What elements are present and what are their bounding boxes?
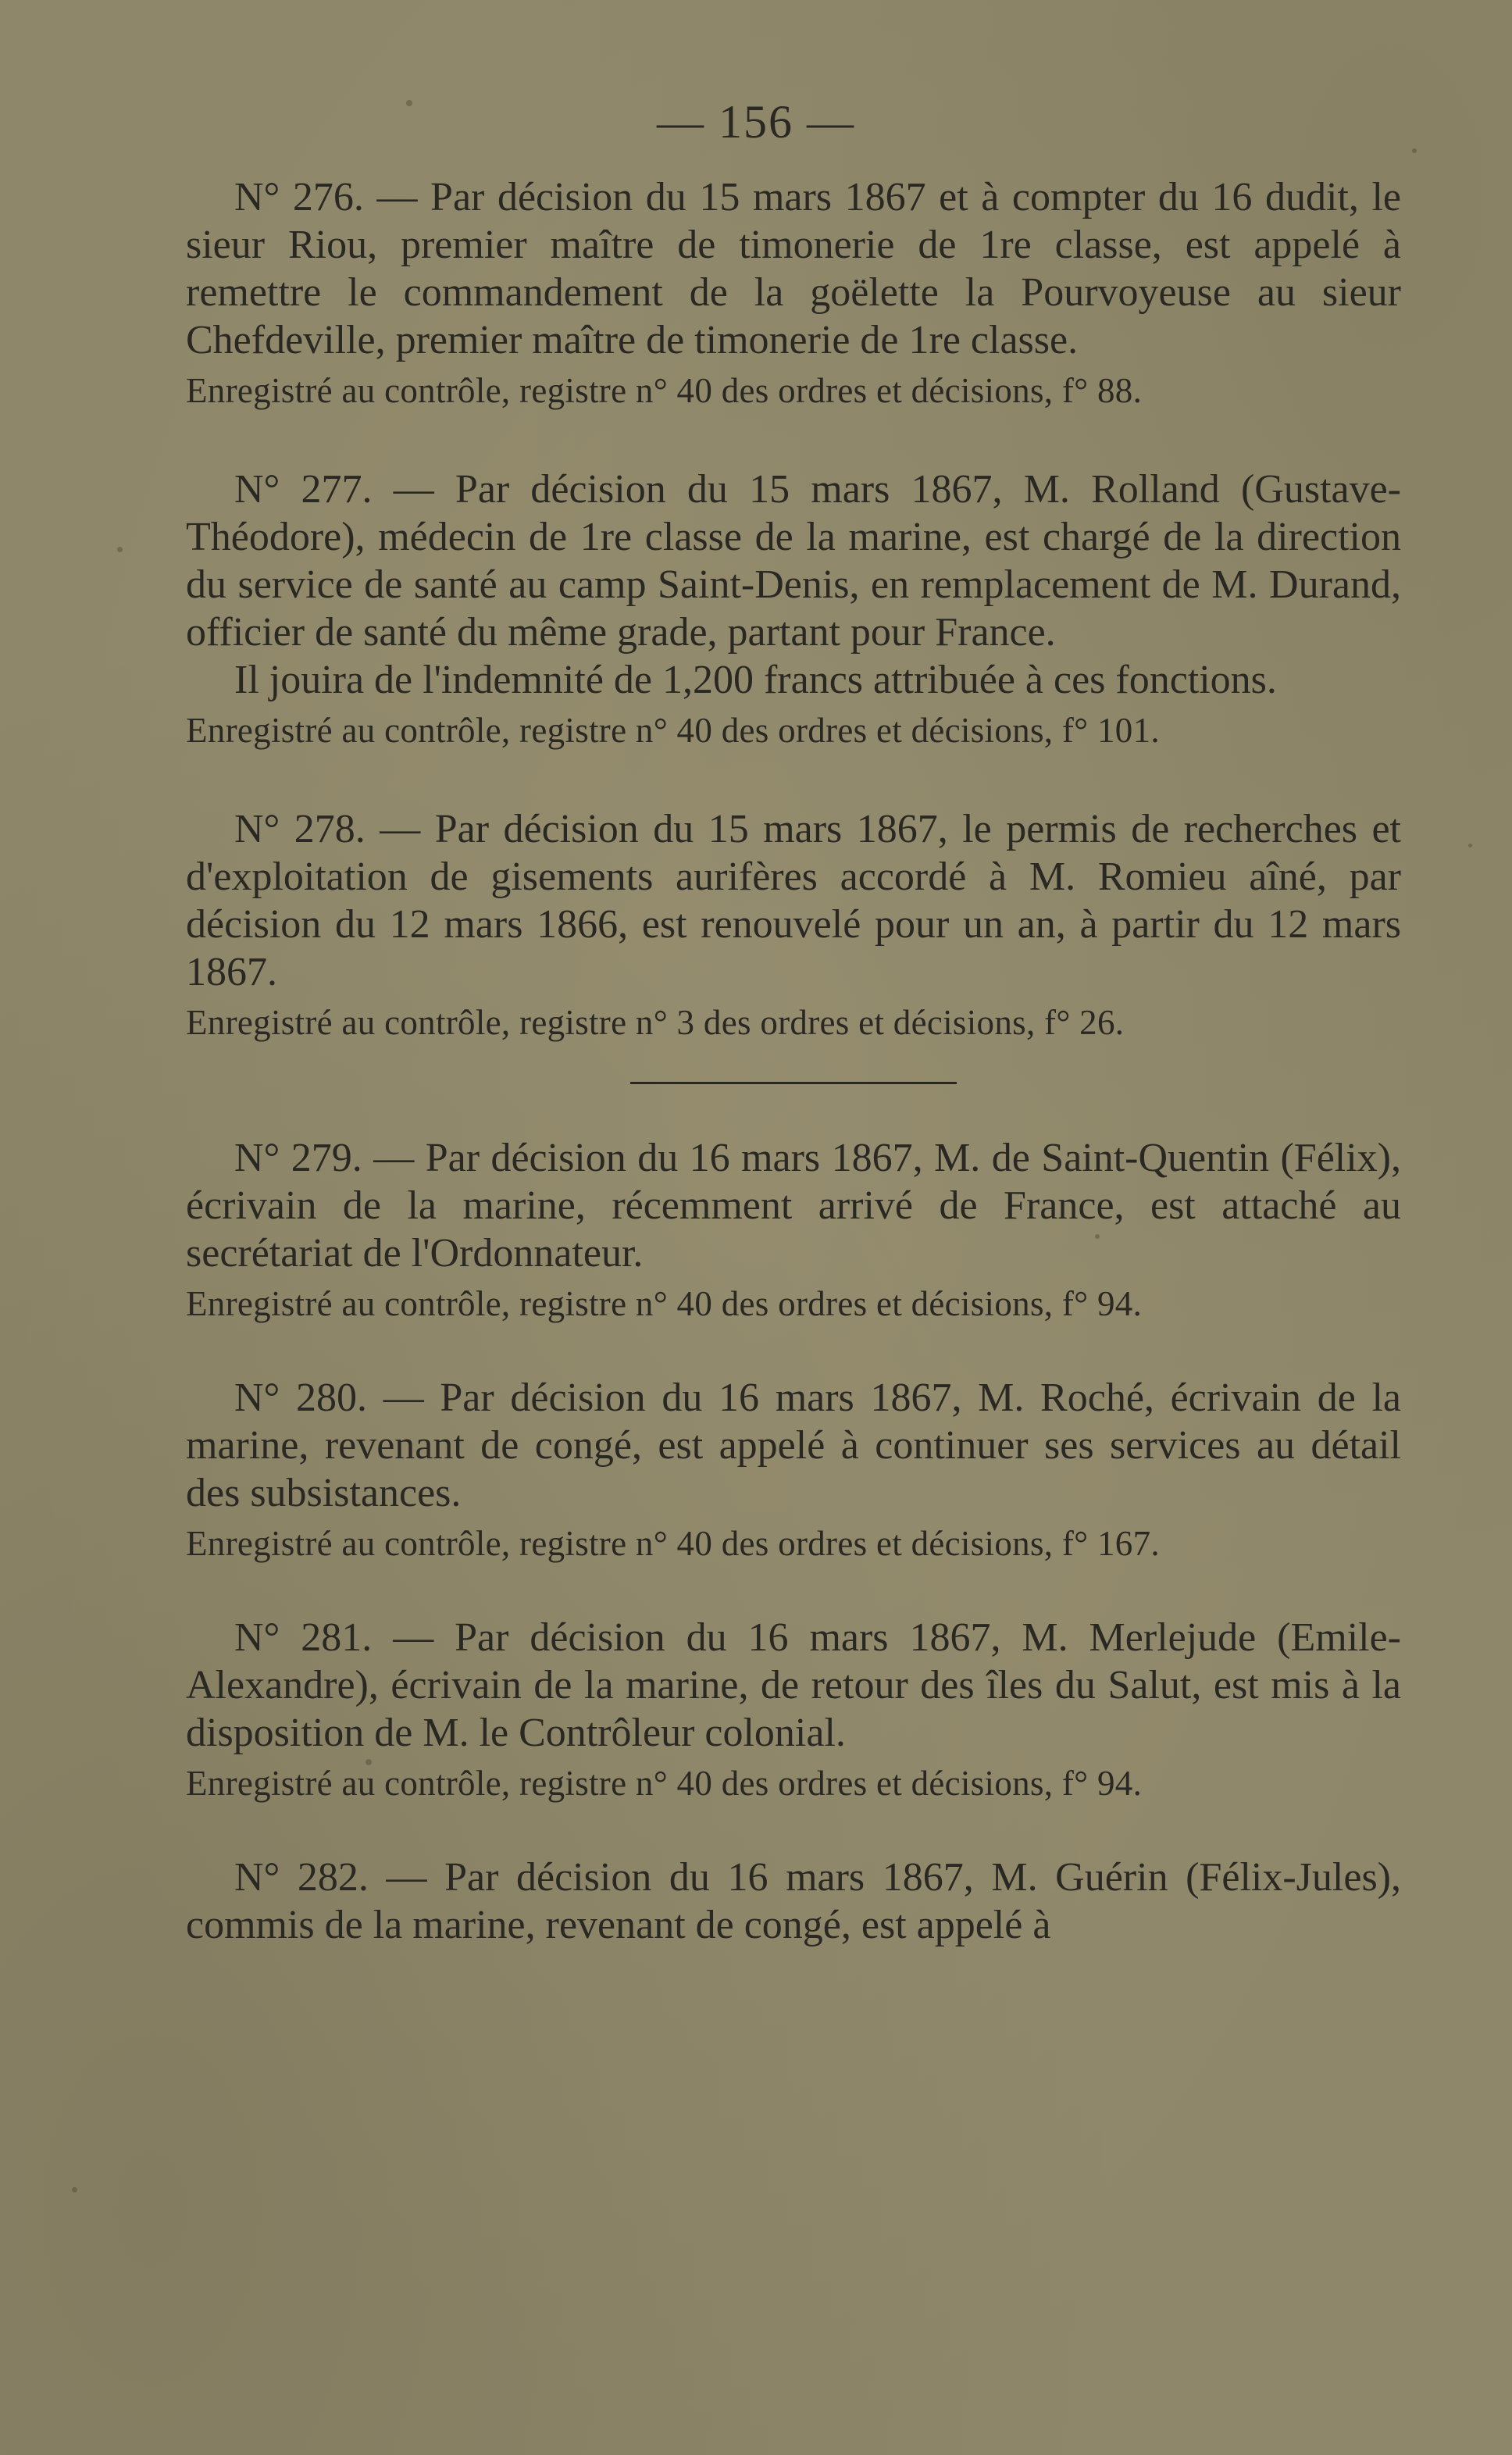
registration-note: Enregistré au contrôle, registre n° 3 des ordres et décisions, f° 26. [186, 1003, 1125, 1042]
registration-note: Enregistré au contrôle, registre n° 40 des ordres et décisions, f° 94. [186, 1284, 1143, 1323]
entry-spacer [186, 752, 1401, 805]
entry-body: N° 281. — Par décision du 16 mars 1867, M. Merlejude (Emile-Alexandre), écrivain de la marine, de retour des îles du Salut, est mis à la disposition de M. le Contrôleur colonial. [186, 1615, 1401, 1755]
entry-277 [186, 466, 1401, 752]
entry-body: N° 280. — Par décision du 16 mars 1867, M. Roché, écrivain de la marine, revenant de congé, est appelé à continuer ses services au détail des subsistances. [186, 1376, 1401, 1515]
entry-276 [186, 173, 1401, 412]
entry-body: N° 277. — Par décision du 15 mars 1867, M. Rolland (Gustave-Théodore), médecin de 1re classe de la marine, est chargé de la direction du service de santé au camp Saint-Denis, en remplacement de M. Durand, officier de santé du même grade, partant pour France. [186, 467, 1401, 655]
entry-body: N° 278. — Par décision du 15 mars 1867, le permis de recherches et d'exploitation de gisements aurifères accordé à M. Romieu aîné, par décision du 12 mars 1866, est renouvelé pour un an, à partir du 12 mars 1867. [186, 807, 1401, 994]
entry-spacer [186, 1326, 1401, 1374]
entry-282 [186, 1854, 1401, 1949]
entry-280 [186, 1374, 1401, 1565]
paper-speck [72, 2187, 77, 2193]
entry-279 [186, 1134, 1401, 1326]
registration-note: Enregistré au contrôle, registre n° 40 des ordres et décisions, f° 88. [186, 371, 1143, 410]
entry-body: N° 276. — Par décision du 15 mars 1867 et à compter du 16 dudit, le sieur Riou, premier maître de timonerie de 1re classe, est appelé à remettre le commandement de la goëlette la Pourvoyeuse au sieur Chefdeville, premier maître de timonerie de 1re classe. [186, 175, 1401, 362]
entry-spacer [186, 1565, 1401, 1614]
entry-body: N° 279. — Par décision du 16 mars 1867, M. de Saint-Quentin (Félix), écrivain de la marine, récemment arrivé de France, est attaché au secrétariat de l'Ordonnateur. [186, 1136, 1401, 1276]
page-number: — 156 — [657, 96, 855, 148]
entry-278 [186, 805, 1401, 1044]
entry-body: N° 282. — Par décision du 16 mars 1867, M. Guérin (Félix-Jules), commis de la marine, revenant de congé, est appelé à [186, 1855, 1401, 1947]
section-separator-rule [630, 1082, 957, 1084]
paper-speck [117, 547, 123, 552]
text-column [186, 173, 1401, 1949]
registration-note: Enregistré au contrôle, registre n° 40 des ordres et décisions, f° 101. [186, 711, 1160, 750]
registration-note: Enregistré au contrôle, registre n° 40 des ordres et décisions, f° 167. [186, 1524, 1160, 1563]
paper-speck [1468, 844, 1472, 847]
registration-note: Enregistré au contrôle, registre n° 40 des ordres et décisions, f° 94. [186, 1764, 1143, 1803]
entry-spacer [186, 412, 1401, 466]
entry-281 [186, 1614, 1401, 1805]
entry-body-continuation: Il jouira de l'indemnité de 1,200 francs attribuée à ces fonctions. [234, 658, 1277, 702]
entry-spacer [186, 1805, 1401, 1854]
